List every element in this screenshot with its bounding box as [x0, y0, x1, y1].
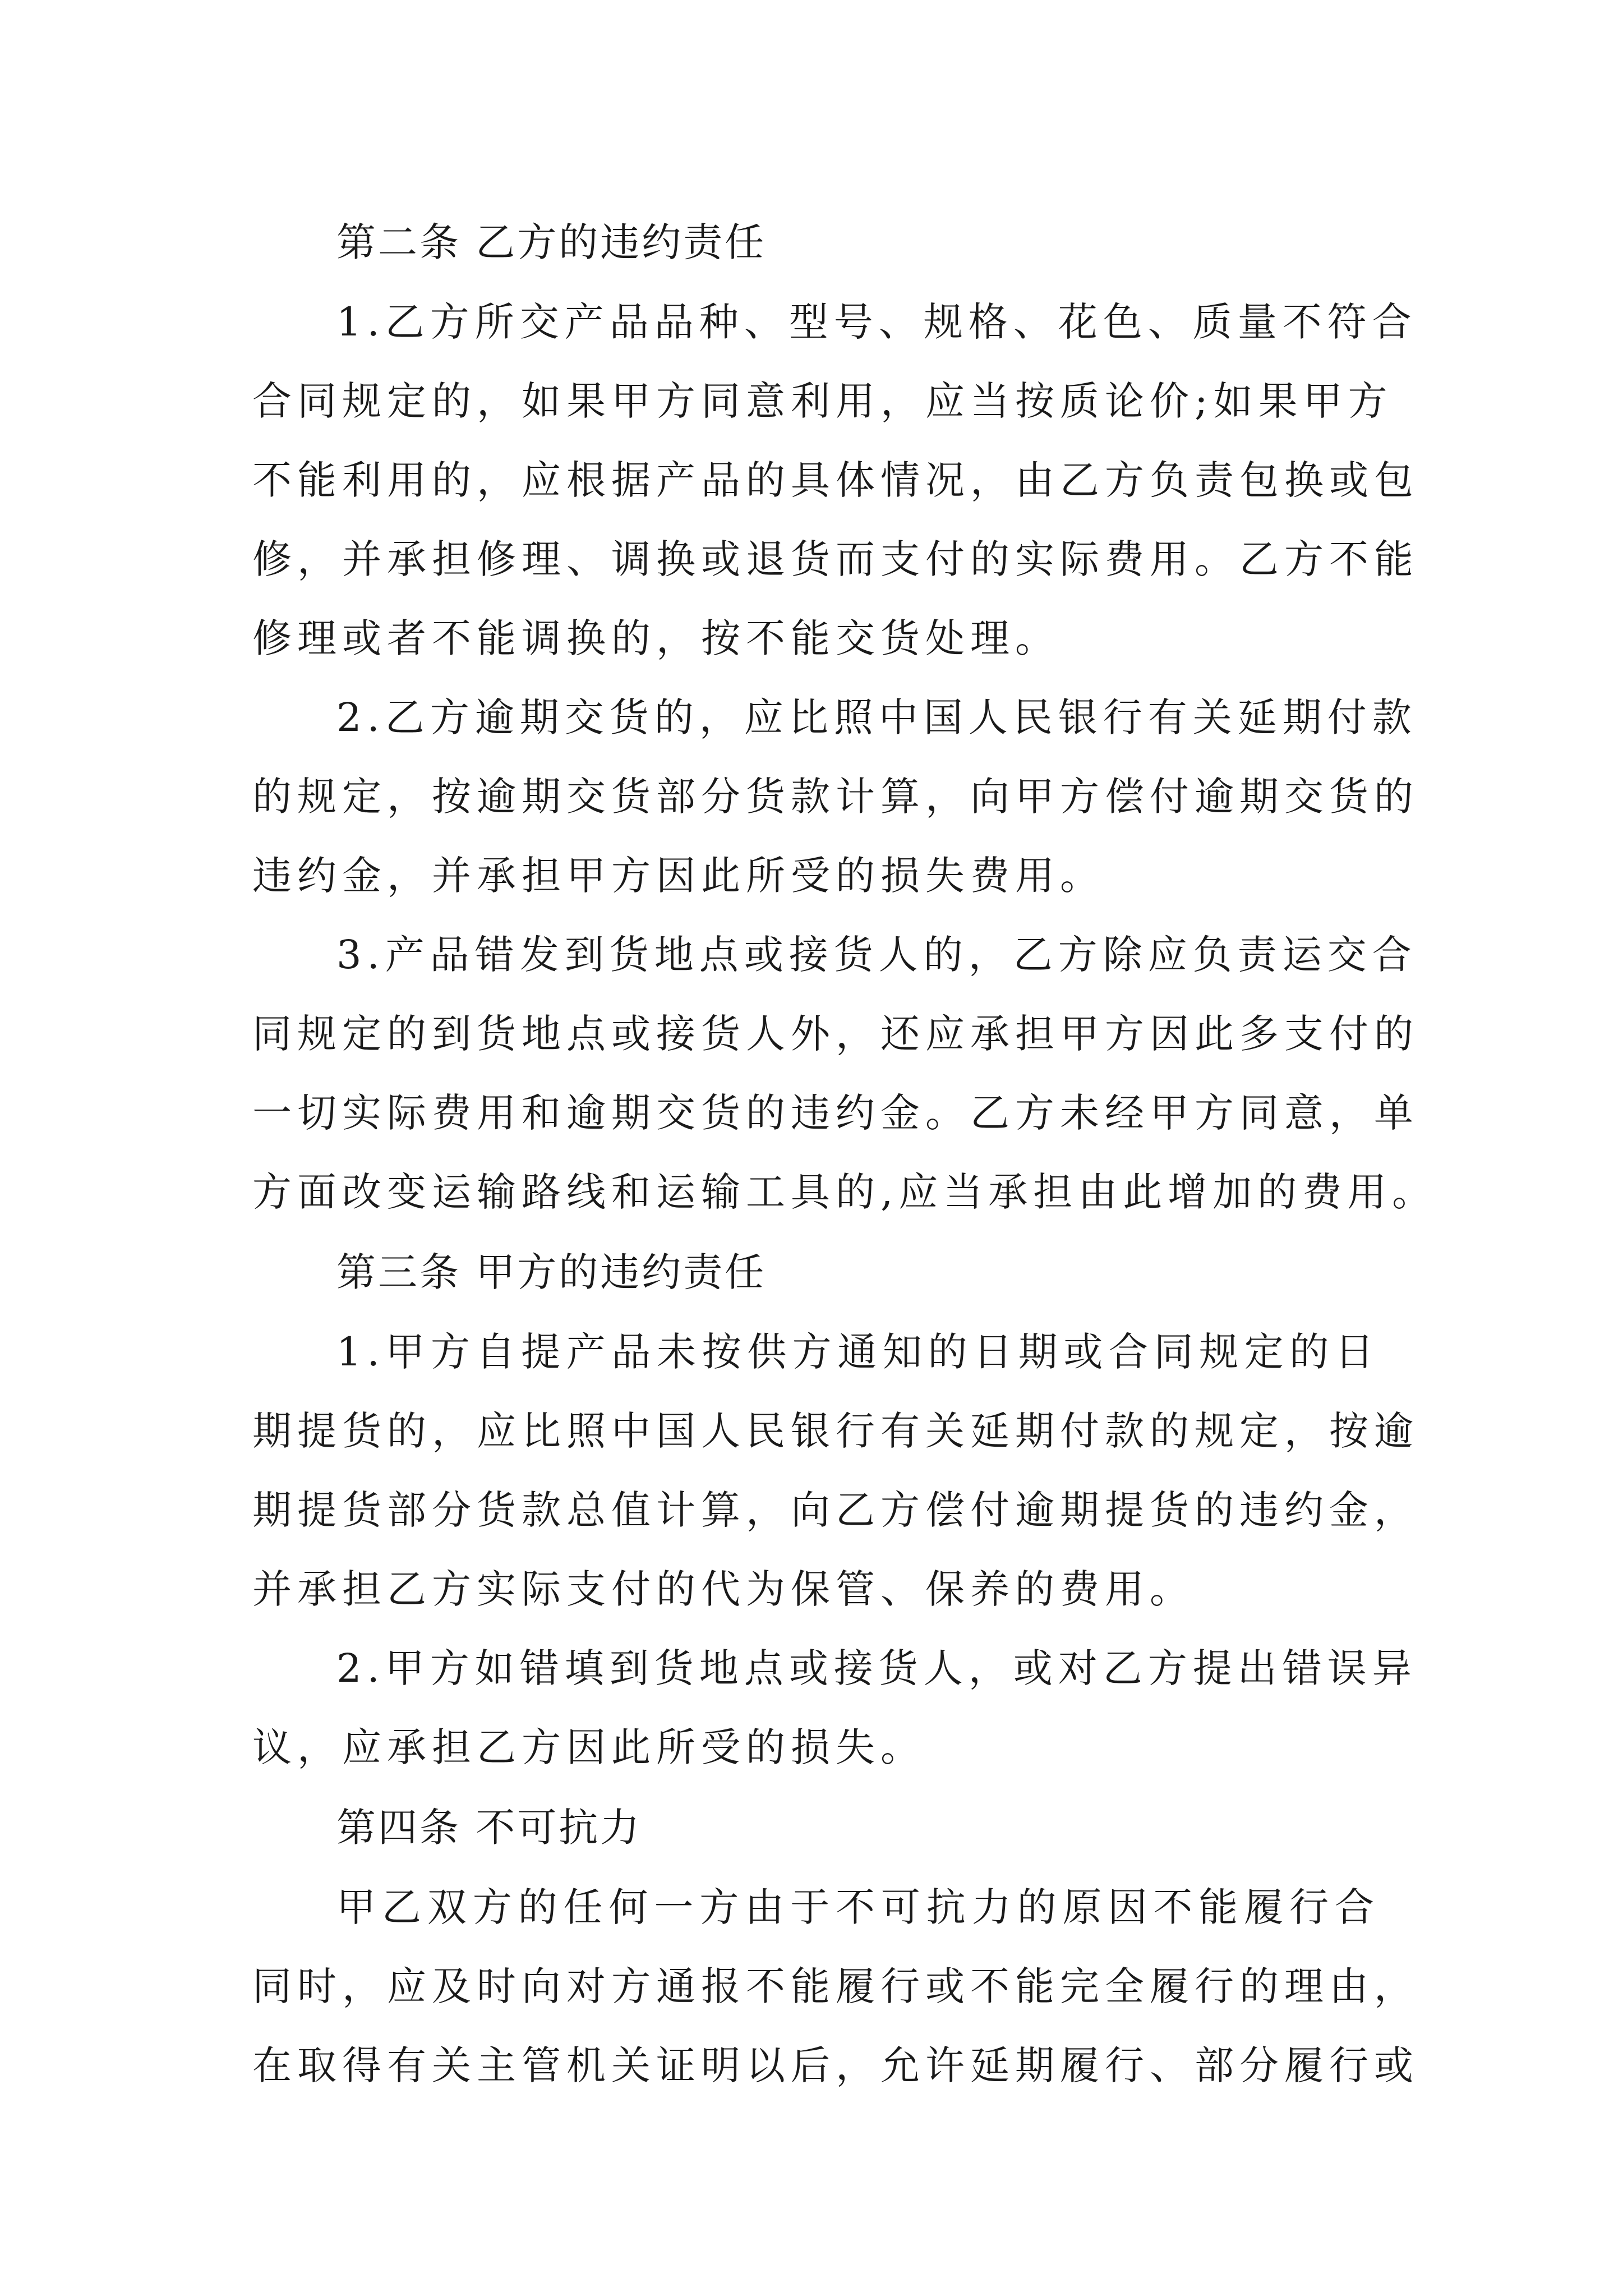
section-heading-article-3: 第三条 甲方的违约责任 [336, 1249, 767, 1295]
text-line: 修，并承担修理、调换或退货而支付的实际费用。乙方不能 [252, 536, 1419, 582]
text-line: 期提货部分货款总值计算，向乙方偿付逾期提货的违约金， [252, 1487, 1419, 1533]
section-heading-article-2: 第二条 乙方的违约责任 [336, 219, 767, 265]
section-heading-article-4: 第四条 不可抗力 [336, 1805, 642, 1851]
text-line: 议，应承担乙方因此所受的损失。 [252, 1724, 925, 1770]
paragraph-article-2-clause-3 [252, 915, 1437, 1232]
text-line: 修理或者不能调换的，按不能交货处理。 [252, 615, 1060, 661]
text-line: 违约金，并承担甲方因此所受的损失费用。 [252, 853, 1105, 899]
paragraph-article-3-clause-2 [252, 1629, 1417, 1787]
text-line: 期提货的，应比照中国人民银行有关延期付款的规定，按逾 [252, 1408, 1419, 1454]
text-line: 1.甲方自提产品未按供方通知的日期或合同规定的日 [336, 1329, 1380, 1375]
text-line: 1.乙方所交产品品种、型号、规格、花色、质量不符合 [336, 299, 1417, 345]
text-line: 2.乙方逾期交货的，应比照中国人民银行有关延期付款 [336, 694, 1417, 740]
text-line: 同规定的到货地点或接货人外，还应承担甲方因此多支付的 [252, 1011, 1419, 1057]
text-line: 并承担乙方实际支付的代为保管、保养的费用。 [252, 1566, 1195, 1612]
text-line: 不能利用的，应根据产品的具体情况，由乙方负责包换或包 [252, 457, 1419, 503]
document-body [252, 202, 1437, 2105]
text-line: 合同规定的，如果甲方同意利用，应当按质论价;如果甲方 [252, 378, 1393, 424]
text-line: 同时，应及时向对方通报不能履行或不能完全履行的理由， [252, 1963, 1419, 2009]
text-line: 一切实际费用和逾期交货的违约金。乙方未经甲方同意，单 [252, 1090, 1419, 1136]
paragraph-article-2-clause-2 [252, 678, 1419, 915]
text-line: 2.甲方如错填到货地点或接货人，或对乙方提出错误异 [336, 1645, 1417, 1691]
text-line: 的规定，按逾期交货部分货款计算，向甲方偿付逾期交货的 [252, 774, 1419, 820]
text-line: 3.产品错发到货地点或接货人的，乙方除应负责运交合 [336, 932, 1417, 978]
text-line: 甲乙双方的任何一方由于不可抗力的原因不能履行合 [336, 1884, 1380, 1930]
paragraph-article-4 [252, 1868, 1419, 2105]
paragraph-article-2-clause-1 [252, 283, 1419, 678]
text-line: 方面改变运输路线和运输工具的,应当承担由此增加的费用。 [252, 1169, 1437, 1215]
paragraph-article-3-clause-1 [252, 1313, 1419, 1629]
text-line: 在取得有关主管机关证明以后，允许延期履行、部分履行或 [252, 2042, 1419, 2088]
